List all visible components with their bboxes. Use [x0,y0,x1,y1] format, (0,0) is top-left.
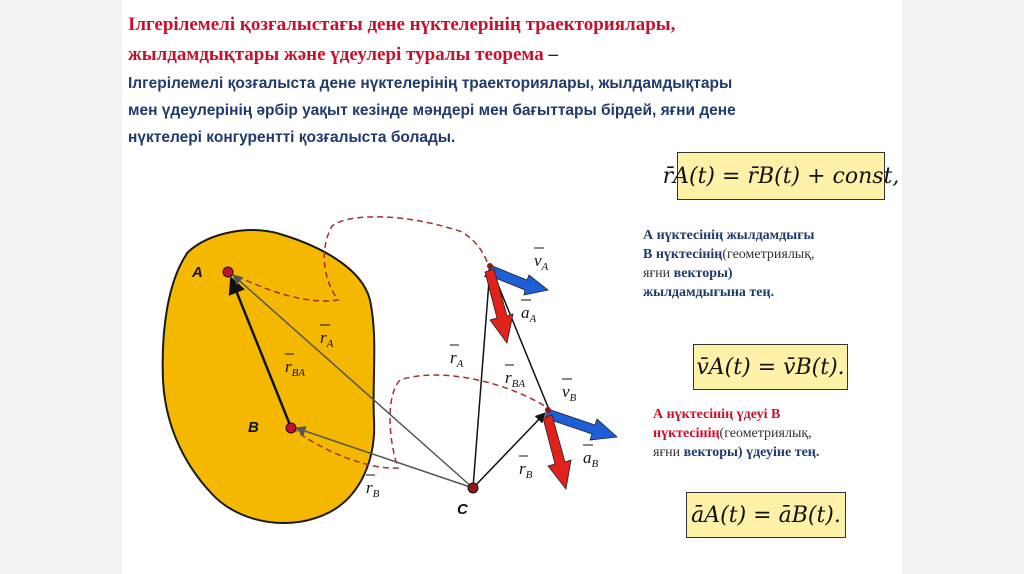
note-velocity-line-2: В нүктесінің [643,247,723,262]
title-dash: – [543,44,558,65]
note-acceleration-line-2b: (геометриялық, [719,426,812,441]
svg-text:vA: $v_A$ [534,251,549,273]
formula-velocity-text: v̄A(t) = v̄B(t). [696,354,845,380]
label-r-ba-translated [505,365,525,390]
point-b-prime-dot [545,407,551,413]
label-point-c: C [457,501,468,518]
note-acceleration-line-3a: яғни [653,445,684,460]
intro-line-2: мен үдеулерінің әрбір уақыт кезінде мәндері мен бағыттары бірдей, яғни дене [128,102,736,119]
acceleration-arrow-b [543,415,571,489]
svg-text:rA: $r_A$ [320,328,334,350]
intro-line-3: нүктелері конгурентті қозғалыста болады. [128,129,456,146]
note-acceleration [653,405,893,462]
note-velocity-line-3b: векторы) [673,266,733,281]
svg-text:rBA: $r_{BA}$ [505,368,526,390]
note-acceleration-line-3b: векторы) үдеуіне тең. [683,445,820,460]
label-point-b: B [248,419,259,436]
label-point-a: A [192,264,203,281]
point-a-prime-dot [487,263,493,269]
note-velocity [643,226,883,302]
intro-line-1: Ілгерілемелі қозғалыста дене нүктелерінің траекториялары, жылдамдықтары [128,75,733,92]
formula-position [662,152,900,200]
point-c-dot [468,483,478,493]
note-acceleration-line-1: А нүктесінің үдеуі В [653,407,781,422]
note-velocity-line-2b: (геометриялық, [722,247,815,262]
label-r-a-translated [450,345,464,370]
formula-acceleration-text: āA(t) = āB(t). [691,502,841,528]
svg-text:rB: $r_B$ [519,459,533,481]
note-velocity-line-1: А нүктесінің жылдамдығы [643,228,815,243]
point-a-dot [223,267,233,277]
svg-text:rA: $r_A$ [450,348,464,370]
point-b-dot [286,423,296,433]
title-line-2: жылдамдықтары және үдеулері туралы теорема [128,44,544,65]
label-v-b [562,379,577,404]
label-r-b-translated [519,456,533,481]
vector-r-b-translated [473,413,545,488]
svg-text:aB: $a_B$ [583,448,599,470]
label-a-a [521,300,537,325]
formula-position-text: r̄A(t) = r̄B(t) + const, [662,163,900,189]
vector-r-a-translated [473,268,490,488]
svg-text:vB: $v_B$ [562,382,577,404]
formula-acceleration [686,492,846,538]
svg-text:rB: $r_B$ [366,478,380,500]
note-velocity-line-3a: яғни [643,266,674,281]
title-line-1: Ілгерілемелі қозғалыстағы дене нүктелерінің траекториялары, [128,14,676,35]
label-v-a [534,248,549,273]
label-a-b [583,445,599,470]
note-velocity-line-4: жылдамдығына тең. [643,285,775,300]
note-acceleration-line-2a: нүктесінің [653,426,720,441]
label-r-b-body [366,475,380,500]
svg-text:rBA: $r_{BA}$ [285,357,306,379]
svg-text:aA: $a_A$ [521,303,537,325]
formula-velocity [693,344,848,390]
